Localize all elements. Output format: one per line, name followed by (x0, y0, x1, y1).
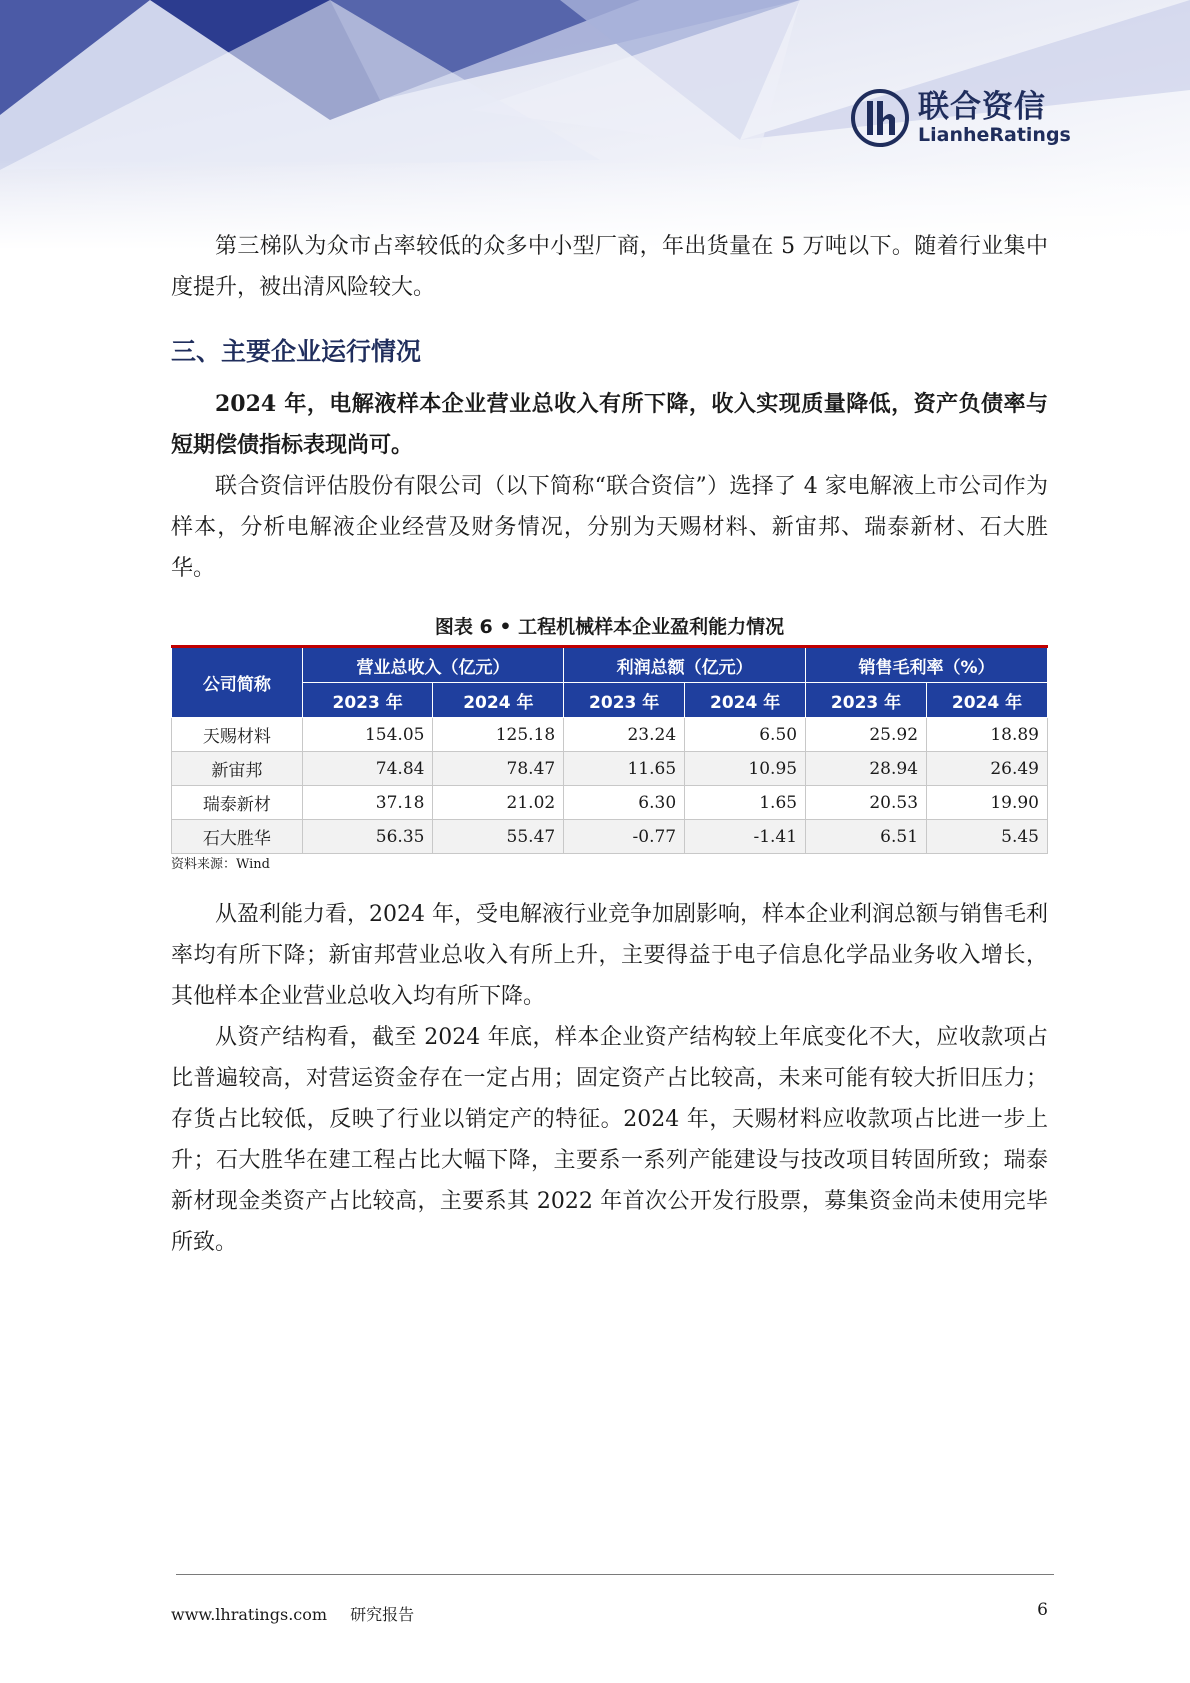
header-year: 2023 年 (302, 683, 433, 718)
analysis-profitability: 从盈利能力看，2024 年，受电解液行业竞争加剧影响，样本企业利润总额与销售毛利率均有所下降；新宙邦营业总收入有所上升，主要得益于电子信息化学品业务收入增长，其他样本企业营业总收入均有所下降。 (171, 902, 1048, 1009)
table-source: 资料来源：Wind (171, 857, 270, 872)
profit-2024: 1.65 (685, 786, 806, 820)
footer-url[interactable]: www.lhratings.com (171, 1605, 328, 1624)
header-year: 2023 年 (564, 683, 685, 718)
margin-2023: 25.92 (806, 718, 927, 752)
profit-2023: 6.30 (564, 786, 685, 820)
revenue-2024: 55.47 (433, 820, 564, 854)
summary-paragraph: 2024 年，电解液样本企业营业总收入有所下降，收入实现质量降低，资产负债率与短期偿债指标表现尚可。 (171, 391, 1048, 458)
revenue-2024: 21.02 (433, 786, 564, 820)
company-name: 瑞泰新材 (172, 786, 303, 820)
profit-2023: 23.24 (564, 718, 685, 752)
figure-title: 图表 6 • 工程机械样本企业盈利能力情况 (434, 616, 785, 638)
table-row (172, 820, 1048, 854)
profit-2024: 6.50 (685, 718, 806, 752)
section-title: 三、主要企业运行情况 (171, 337, 422, 366)
header-company: 公司简称 (172, 647, 303, 718)
margin-2023: 28.94 (806, 752, 927, 786)
revenue-2024: 125.18 (433, 718, 564, 752)
footer-label: 研究报告 (350, 1605, 415, 1624)
table-row (172, 752, 1048, 786)
table-row (172, 786, 1048, 820)
footer-divider (176, 1574, 1054, 1575)
profit-2023: 11.65 (564, 752, 685, 786)
margin-2024: 18.89 (927, 718, 1048, 752)
company-name: 石大胜华 (172, 820, 303, 854)
report-body (171, 226, 1048, 1263)
revenue-2024: 78.47 (433, 752, 564, 786)
brand-name-en: LianheRatings (918, 124, 1071, 146)
paragraph-tier3: 第三梯队为众市占率较低的众多中小型厂商，年出货量在 5 万吨以下。随着行业集中度提升，被出清风险较大。 (171, 234, 1048, 300)
page-number: 6 (1037, 1600, 1048, 1620)
table-row (172, 718, 1048, 752)
margin-2023: 6.51 (806, 820, 927, 854)
revenue-2023: 56.35 (302, 820, 433, 854)
header-year: 2023 年 (806, 683, 927, 718)
profit-2023: -0.77 (564, 820, 685, 854)
header-year: 2024 年 (927, 683, 1048, 718)
margin-2024: 26.49 (927, 752, 1048, 786)
profitability-table (171, 645, 1048, 854)
brand-logo (850, 88, 1071, 148)
brand-name-cn: 联合资信 (918, 89, 1046, 125)
company-name: 天赐材料 (172, 718, 303, 752)
analysis-asset-structure: 从资产结构看，截至 2024 年底，样本企业资产结构较上年底变化不大，应收款项占比普遍较高，对营运资金存在一定占用；固定资产占比较高，未来可能有较大折旧压力；存货占比较低，反映了行业以销定产的特征。2024 年，天赐材料应收款项占比进一步上升；石大胜华在建工程占比大幅下降，主要系一系列产能建设与技改项目转固所致；瑞泰新材现金类资产占比较高，主要系其 2022 年首次公开发行股票，募集资金尚未使用完毕所致。 (171, 1025, 1048, 1255)
intro-paragraph: 联合资信评估股份有限公司（以下简称“联合资信”）选择了 4 家电解液上市公司作为样本，分析电解液企业经营及财务情况，分别为天赐材料、新宙邦、瑞泰新材、石大胜华。 (171, 474, 1048, 581)
revenue-2023: 154.05 (302, 718, 433, 752)
company-name: 新宙邦 (172, 752, 303, 786)
lianhe-logo-icon (850, 88, 910, 148)
footer-info (171, 1602, 414, 1625)
header-year: 2024 年 (685, 683, 806, 718)
revenue-2023: 37.18 (302, 786, 433, 820)
profit-2024: -1.41 (685, 820, 806, 854)
profit-2024: 10.95 (685, 752, 806, 786)
header-profit: 利润总额（亿元） (564, 647, 806, 683)
header-revenue: 营业总收入（亿元） (302, 647, 563, 683)
revenue-2023: 74.84 (302, 752, 433, 786)
header-year: 2024 年 (433, 683, 564, 718)
margin-2024: 5.45 (927, 820, 1048, 854)
margin-2024: 19.90 (927, 786, 1048, 820)
margin-2023: 20.53 (806, 786, 927, 820)
header-margin: 销售毛利率（%） (806, 647, 1048, 683)
